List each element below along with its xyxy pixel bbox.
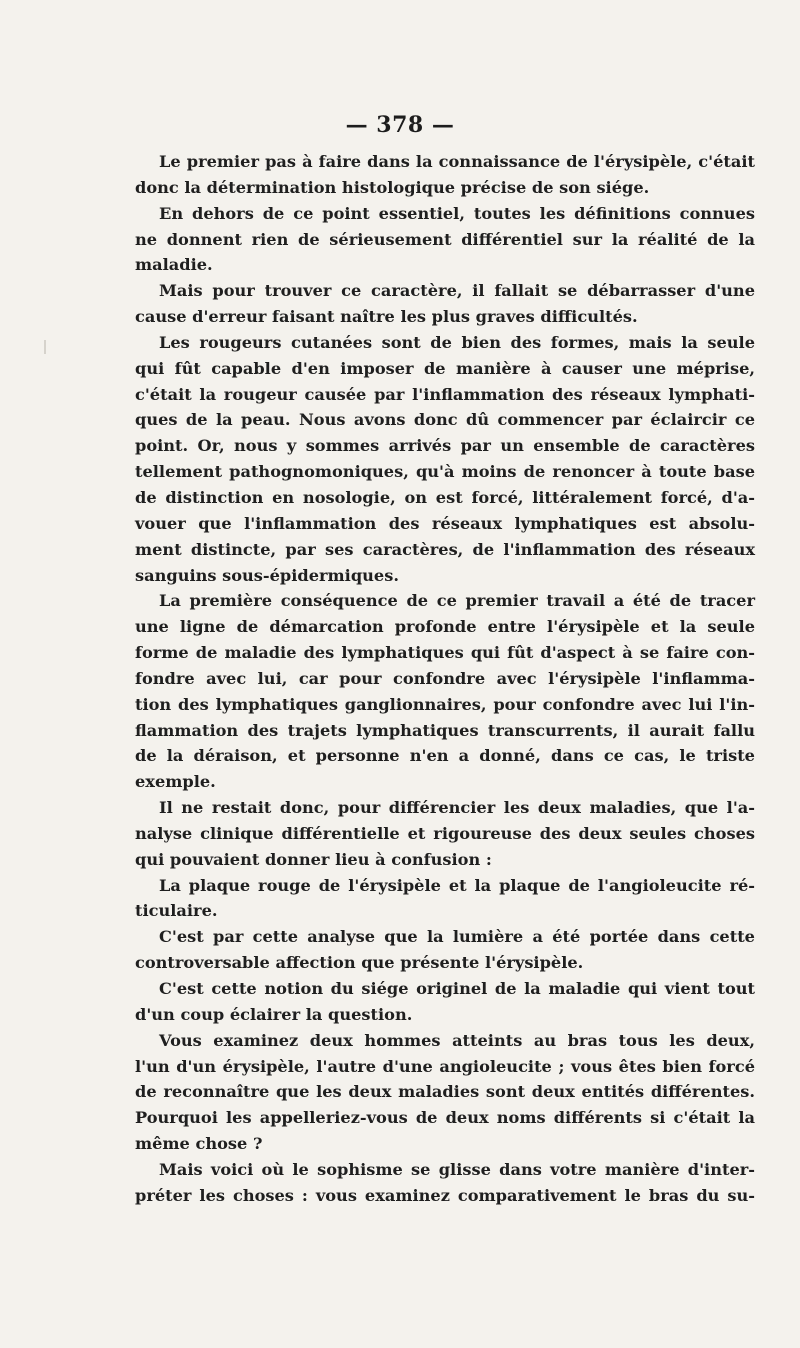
text-line: La première conséquence de ce premier travail a été de tracer [159,591,755,611]
text-line: d'un coup éclairer la question. [135,1004,413,1024]
paragraph [135,588,755,795]
paragraph [135,278,755,330]
text-line: forme de maladie des lymphatiques qui fût d'aspect à se faire con- [135,643,755,663]
text-line: ticulaire. [135,901,218,921]
page-number: — 378 — [345,112,455,138]
text-line: C'est cette notion du siége originel de la maladie qui vient tout [159,979,755,998]
paragraph [135,873,755,925]
text-line: tion des lymphatiques ganglionnaires, pour confondre avec lui l'in- [135,694,755,714]
text-line: l'un d'un érysipèle, l'autre d'une angioleucite ; vous êtes bien forcé [135,1056,755,1076]
paragraph [135,924,755,976]
text-line: Les rougeurs cutanées sont de bien des formes, mais la seule [159,332,755,352]
paragraph [135,1157,755,1209]
text-line: même chose ? [135,1134,263,1154]
text-line: de reconnaître que les deux maladies sont deux entités différentes. [135,1082,755,1102]
text-line: Mais pour trouver ce caractère, il fallait se débarrasser d'une [159,281,755,301]
paragraph [135,976,755,1028]
text-line: En dehors de ce point essentiel, toutes les définitions connues [159,203,755,223]
text-line: ques de la peau. Nous avons donc dû commencer par éclaircir ce [135,410,755,430]
text-line: qui pouvaient donner lieu à confusion : [135,849,492,869]
text-line: La plaque rouge de l'érysipèle et la plaque de l'angioleucite ré- [159,875,755,895]
text-line: cause d'erreur faisant naître les plus graves difficultés. [135,307,638,327]
text-line: exemple. [135,772,216,792]
text-line: ne donnent rien de sérieusement différentiel sur la réalité de la [135,229,755,249]
body-text [135,149,755,1209]
text-line: controversable affection que présente l'érysipèle. [135,953,584,973]
text-line: c'était la rougeur causée par l'inflammation des réseaux lymphati- [135,384,755,404]
text-line: donc la détermination histologique précise de son siége. [135,177,650,197]
paragraph [135,795,755,873]
text-line: de la déraison, et personne n'en a donné, dans ce cas, le triste [135,746,755,766]
text-line: Le premier pas à faire dans la connaissance de l'érysipèle, c'était [159,152,755,171]
text-line: qui fût capable d'en imposer de manière à causer une méprise, [135,358,755,378]
text-line: Pourquoi les appelleriez-vous de deux noms différents si c'était la [135,1108,755,1128]
text-line: point. Or, nous y sommes arrivés par un ensemble de caractères [135,436,755,456]
paragraph [135,1028,755,1157]
paragraph [135,149,755,201]
text-line: sanguins sous-épidermiques. [135,565,399,585]
text-line: une ligne de démarcation profonde entre l'érysipèle et la seule [135,617,755,637]
paragraph [135,201,755,279]
text-line: C'est par cette analyse que la lumière a été portée dans cette [159,927,755,947]
paragraph [135,330,755,588]
text-line: vouer que l'inflammation des réseaux lymphatiques est absolu- [135,513,755,533]
text-line: de distinction en nosologie, on est forcé, littéralement forcé, d'a- [135,487,755,507]
text-line: flammation des trajets lymphatiques transcurrents, il aurait fallu [135,720,755,740]
text-line: Mais voici où le sophisme se glisse dans votre manière d'inter- [159,1159,755,1179]
text-line: ment distincte, par ses caractères, de l'inflammation des réseaux [135,539,755,559]
text-line: fondre avec lui, car pour confondre avec l'érysipèle l'inflamma- [135,668,755,688]
text-line: nalyse clinique différentielle et rigoureuse des deux seules choses [135,823,755,843]
text-line: préter les choses : vous examinez comparativement le bras du su- [135,1185,755,1205]
text-line: maladie. [135,255,213,275]
text-line: Il ne restait donc, pour différencier les deux maladies, que l'a- [159,798,755,818]
text-line: Vous examinez deux hommes atteints au bras tous les deux, [159,1030,755,1050]
text-line: tellement pathognomoniques, qu'à moins de renoncer à toute base [135,462,755,482]
margin-smudge [44,340,46,354]
